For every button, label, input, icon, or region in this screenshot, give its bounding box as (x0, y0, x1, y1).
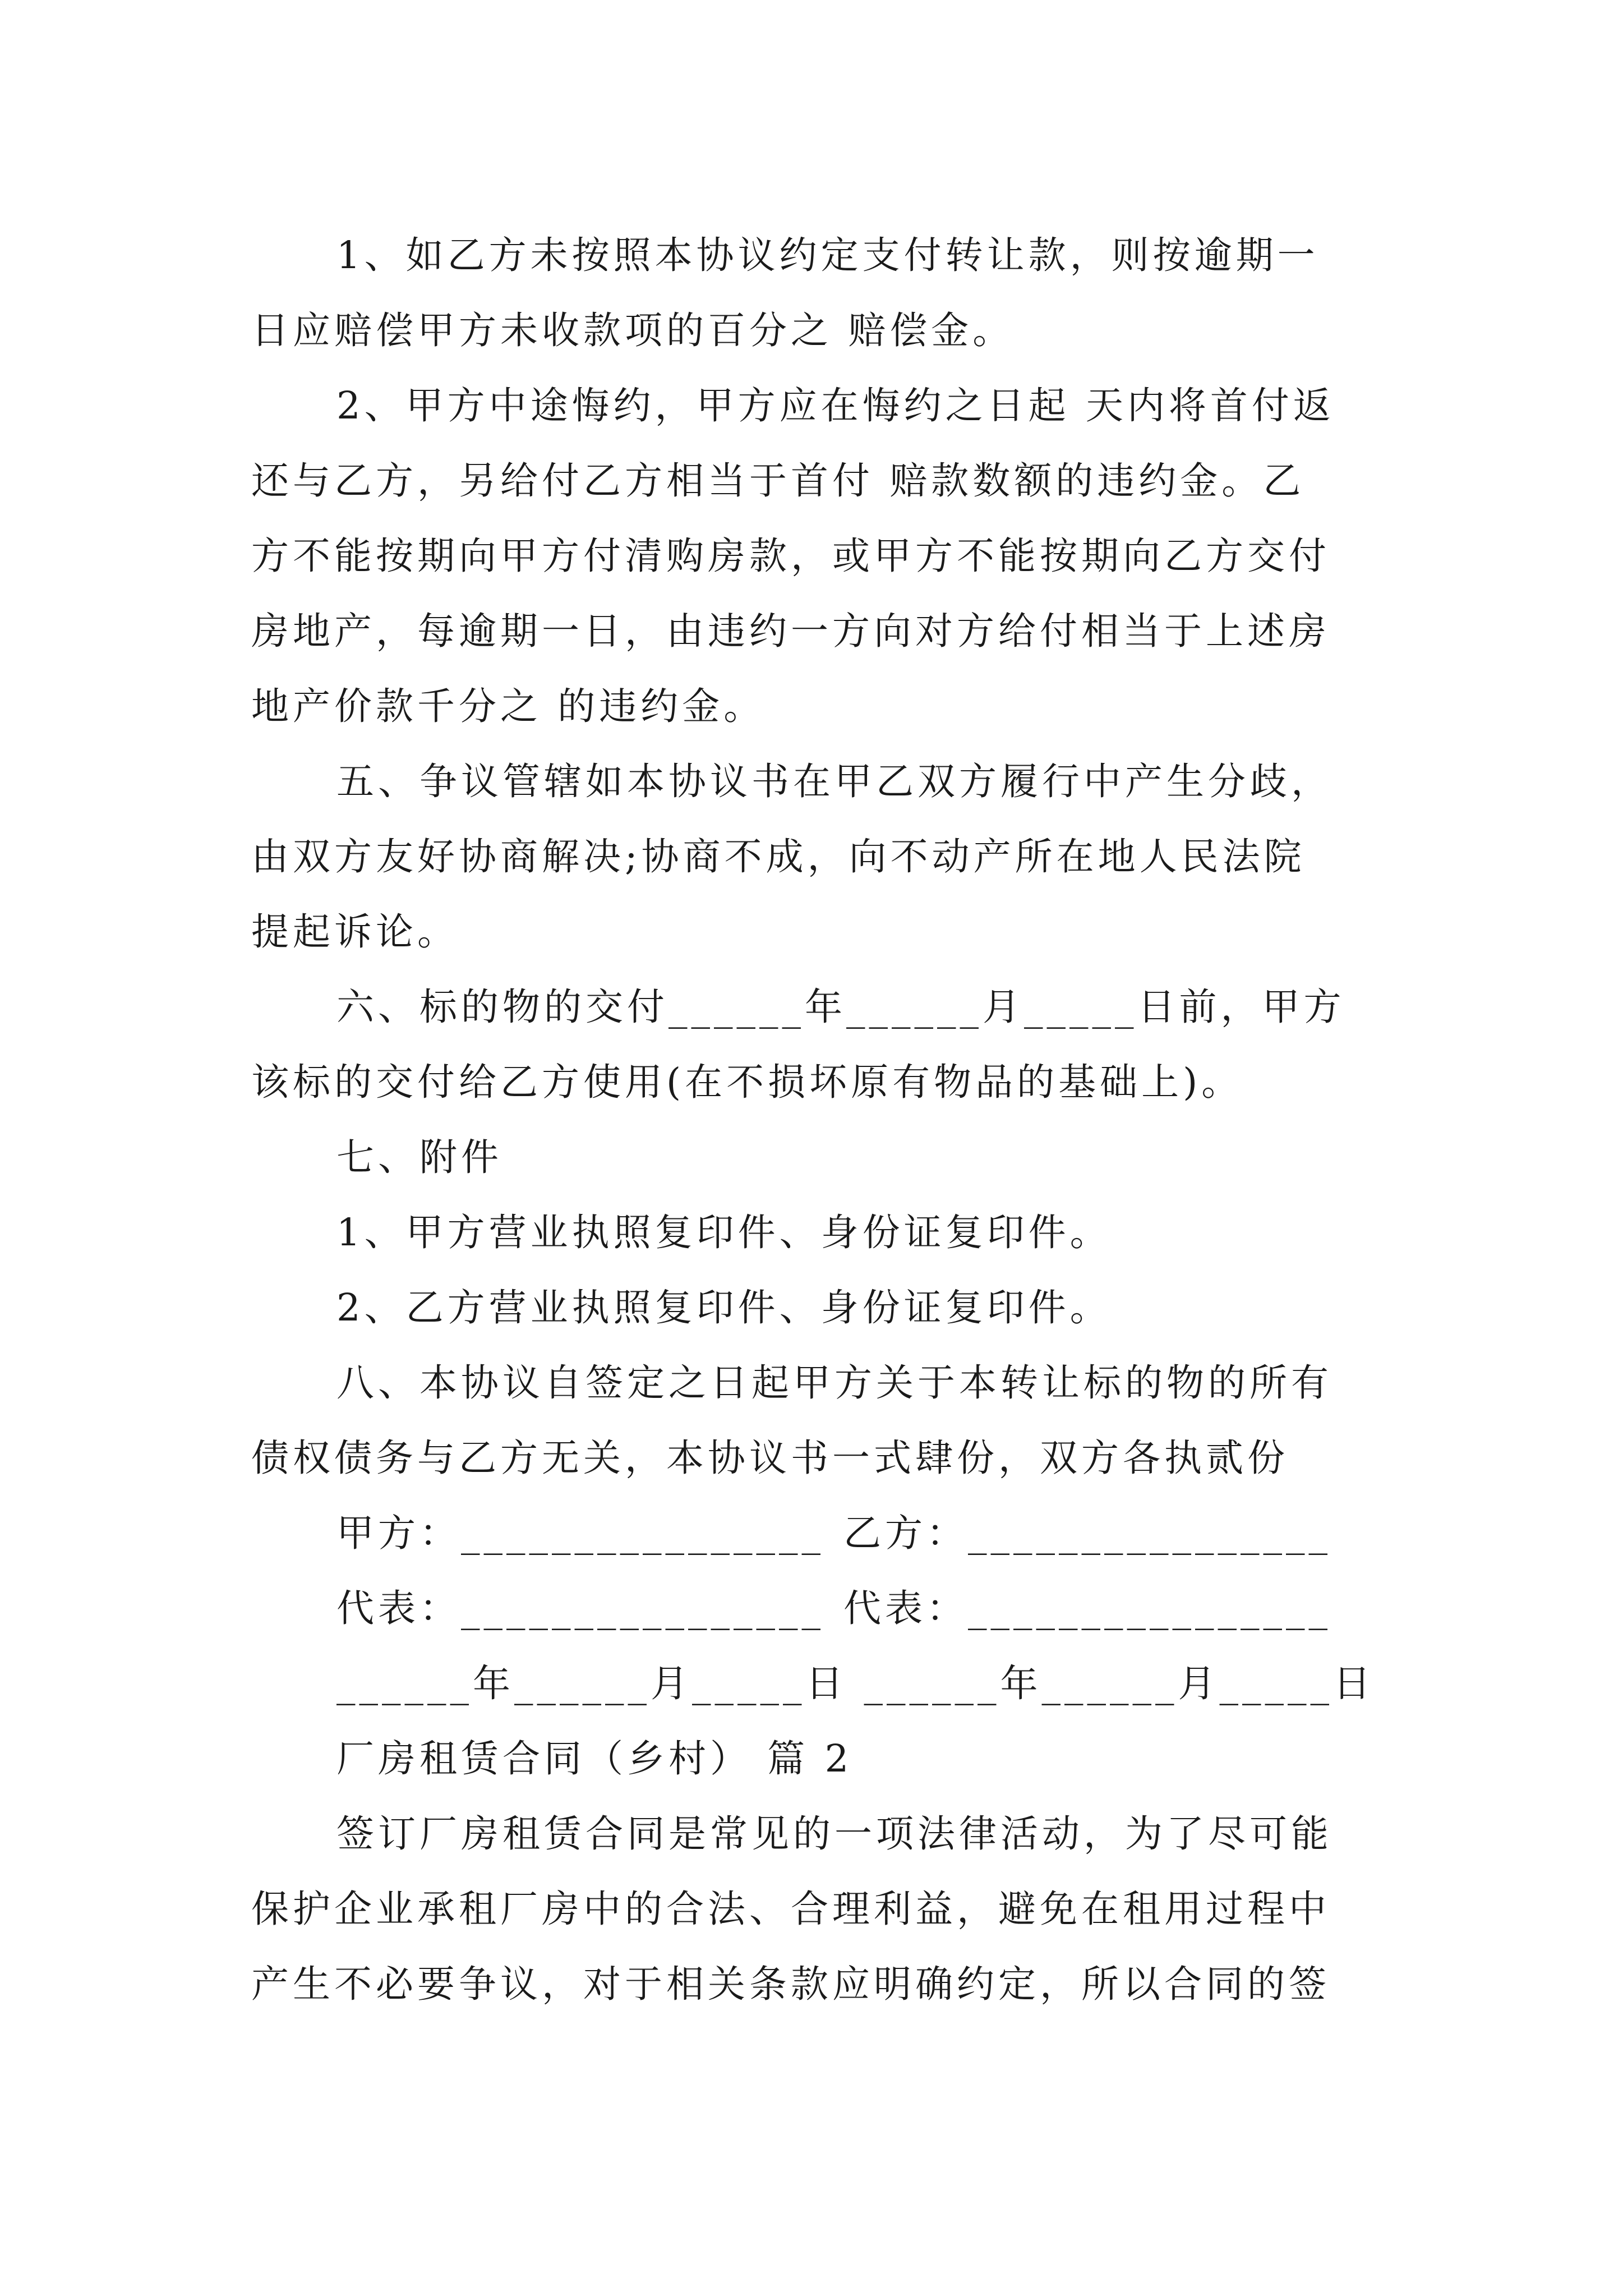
signature-row-representative (251, 1571, 1378, 1646)
paragraph-line: 日应赔偿甲方未收款项的百分之 赔偿金。 (251, 309, 1015, 352)
paragraph-line: 六、标的物的交付______年______月_____日前，甲方 (336, 985, 1345, 1029)
paragraph-line: 1、如乙方未按照本协议约定支付转让款，则按逾期一 (336, 233, 1319, 277)
paragraph-line: 签订厂房租赁合同是常见的一项法律活动，为了尽可能 (336, 1812, 1332, 1856)
attachment-item: 2、乙方营业执照复印件、身份证复印件。 (336, 1286, 1112, 1329)
paragraph-line: 还与乙方，另给付乙方相当于首付 赔款数额的违约金。乙 (251, 459, 1305, 503)
section-title: 厂房租赁合同（乡村） 篇 2 (336, 1737, 853, 1780)
party-b-signature: 乙方：________________ (843, 1511, 1331, 1555)
signature-row-date (251, 1646, 1378, 1721)
paragraph-line: 五、争议管辖如本协议书在甲乙双方履行中产生分歧， (336, 760, 1332, 803)
party-a-signature: 甲方：________________ (336, 1511, 824, 1555)
representative-a-signature: 代表：________________ (336, 1586, 824, 1630)
representative-b-signature: 代表：________________ (843, 1586, 1331, 1630)
signature-row-party (251, 1496, 1378, 1571)
paragraph-line: 地产价款千分之 的违约金。 (251, 684, 766, 728)
attachment-item: 1、甲方营业执照复印件、身份证复印件。 (336, 1211, 1112, 1254)
paragraph-line: 方不能按期向甲方付清购房款，或甲方不能按期向乙方交付 (251, 534, 1330, 578)
paragraph-line: 保护企业承租厂房中的合法、合理利益，避免在租用过程中 (251, 1887, 1330, 1931)
paragraph-line: 该标的交付给乙方使用(在不损坏原有物品的基础上)。 (251, 1060, 1243, 1104)
date-a: ______年______月_____日 (336, 1662, 847, 1705)
paragraph-line: 八、本协议自签定之日起甲方关于本转让标的物的所有 (336, 1361, 1332, 1405)
paragraph-line: 债权债务与乙方无关，本协议书一式肆份，双方各执贰份 (251, 1436, 1289, 1480)
document-body (251, 218, 1378, 2022)
paragraph-line: 提起诉论。 (251, 910, 459, 954)
paragraph-line: 2、甲方中途悔约，甲方应在悔约之日起 天内将首付返 (336, 384, 1335, 427)
paragraph-line: 房地产，每逾期一日，由违约一方向对方给付相当于上述房 (251, 609, 1330, 653)
paragraph-line: 由双方友好协商解决;协商不成，向不动产所在地人民法院 (251, 835, 1306, 878)
date-b: ______年______月_____日 (864, 1662, 1375, 1705)
paragraph-line: 产生不必要争议，对于相关条款应明确约定，所以合同的签 (251, 1962, 1330, 2006)
section-heading: 七、附件 (336, 1135, 502, 1179)
